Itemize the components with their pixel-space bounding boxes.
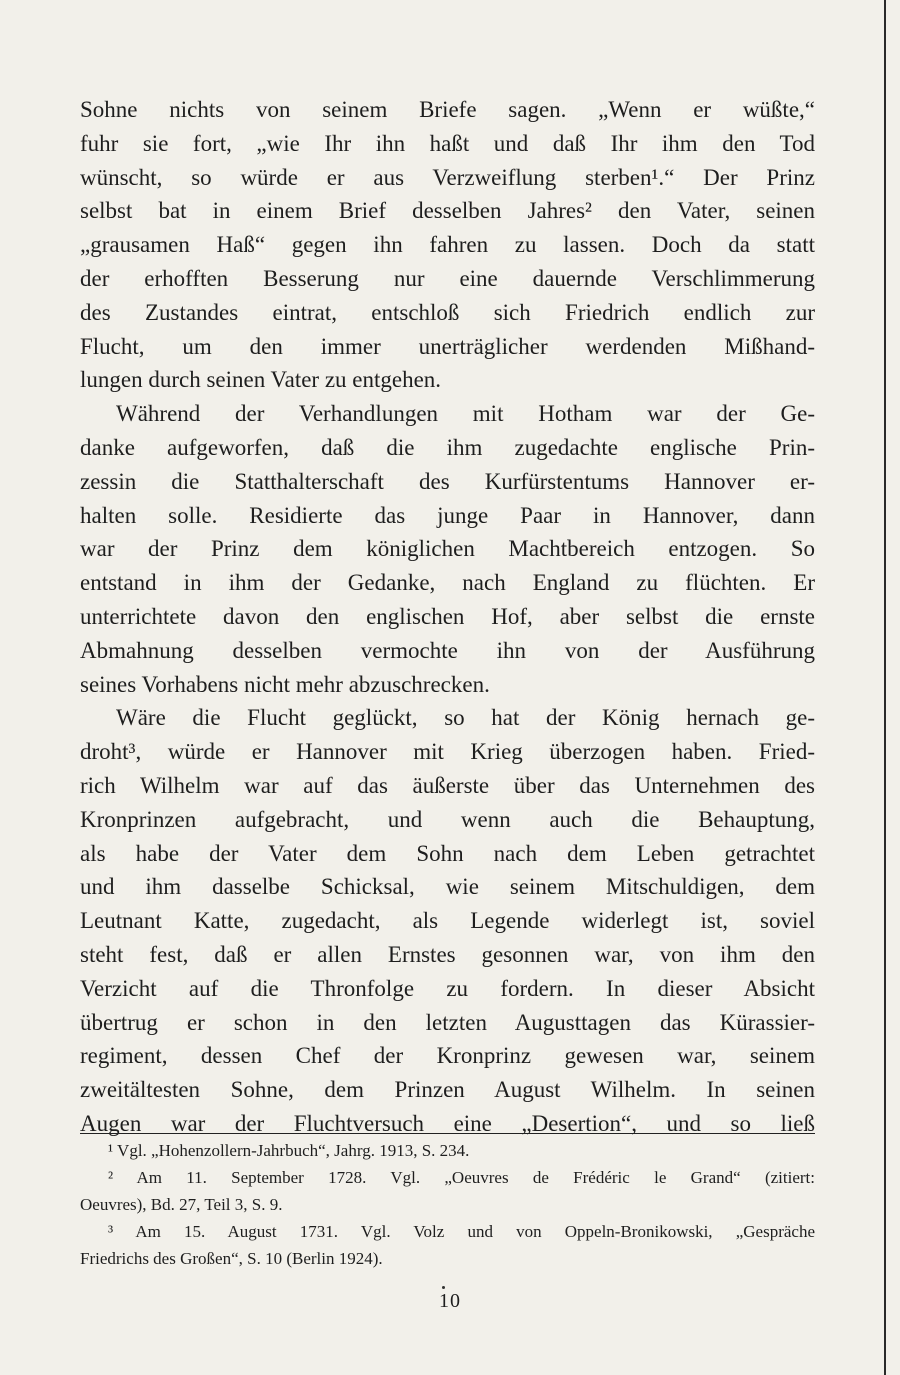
- body-line: unterrichtete davon den englischen Hof, aber selbst die ernste: [80, 603, 815, 629]
- body-line: Flucht, um den immer unerträglicher werdenden Mißhand-: [80, 333, 815, 359]
- footnote-line: ³ Am 15. August 1731. Vgl. Volz und von Oppeln-Bronikowski, „Gespräche: [108, 1222, 815, 1241]
- body-line: wünscht, so würde er aus Verzweiflung sterben¹.“ Der Prinz: [80, 164, 815, 190]
- body-line: entstand in ihm der Gedanke, nach England zu flüchten. Er: [80, 570, 815, 596]
- body-line: „grausamen Haß“ gegen ihn fahren zu lassen. Doch da statt: [80, 232, 815, 258]
- body-line: regiment, dessen Chef der Kronprinz gewesen war, seinem: [80, 1043, 815, 1069]
- body-line: droht³, würde er Hannover mit Krieg überzogen haben. Fried-: [80, 739, 815, 765]
- body-line: lungen durch seinen Vater zu entgehen.: [80, 367, 442, 393]
- footnote-line: ¹ Vgl. „Hohenzollern-Jahrbuch“, Jahrg. 1913, S. 234.: [108, 1141, 470, 1160]
- body-line: Leutnant Katte, zugedacht, als Legende widerlegt ist, soviel: [80, 908, 815, 934]
- body-line: danke aufgeworfen, daß die ihm zugedachte englische Prin-: [80, 434, 815, 460]
- ink-dot: [442, 1286, 445, 1289]
- body-line: Kronprinzen aufgebracht, und wenn auch die Behauptung,: [80, 806, 815, 832]
- body-line: der erhofften Besserung nur eine dauernde Verschlimmerung: [80, 265, 815, 291]
- body-line: Abmahnung desselben vermochte ihn von der Ausführung: [80, 637, 815, 663]
- body-line: steht fest, daß er allen Ernstes gesonnen war, von ihm den: [80, 941, 815, 967]
- body-text: [80, 93, 815, 1141]
- body-line: Verzicht auf die Thronfolge zu fordern. In dieser Absicht: [80, 975, 815, 1001]
- page-edge: [884, 0, 886, 1375]
- body-line: halten solle. Residierte das junge Paar in Hannover, dann: [80, 502, 815, 528]
- body-line: und ihm dasselbe Schicksal, wie seinem Mitschuldigen, dem: [80, 874, 815, 900]
- body-line: fuhr sie fort, „wie Ihr ihn haßt und daß Ihr ihm den Tod: [80, 130, 815, 156]
- body-line: rich Wilhelm war auf das äußerste über das Unternehmen des: [80, 772, 815, 798]
- footnotes: [80, 1137, 815, 1272]
- body-line: Während der Verhandlungen mit Hotham war der Ge-: [116, 401, 815, 427]
- page-number: 10: [439, 1290, 461, 1312]
- body-line: war der Prinz dem königlichen Machtbereich entzogen. So: [80, 536, 815, 562]
- body-line: des Zustandes eintrat, entschloß sich Friedrich endlich zur: [80, 299, 815, 325]
- body-line: seines Vorhabens nicht mehr abzuschrecken.: [80, 671, 490, 697]
- body-line: Wäre die Flucht geglückt, so hat der König hernach ge-: [116, 705, 815, 731]
- body-line: übertrug er schon in den letzten Augusttagen das Kürassier-: [80, 1009, 815, 1035]
- body-line: als habe der Vater dem Sohn nach dem Leben getrachtet: [80, 840, 815, 866]
- footnote-line: ² Am 11. September 1728. Vgl. „Oeuvres de Frédéric le Grand“ (zitiert:: [108, 1168, 815, 1187]
- footnote-line: Friedrichs des Großen“, S. 10 (Berlin 1924).: [80, 1249, 383, 1268]
- body-line: zweitältesten Sohne, dem Prinzen August Wilhelm. In seinen: [80, 1077, 815, 1103]
- footnote-line: Oeuvres), Bd. 27, Teil 3, S. 9.: [80, 1195, 283, 1214]
- body-line: selbst bat in einem Brief desselben Jahres² den Vater, seinen: [80, 198, 815, 224]
- body-line: zessin die Statthalterschaft des Kurfürstentums Hannover er-: [80, 468, 815, 494]
- footnote-rule: [80, 1133, 815, 1134]
- body-line: Sohne nichts von seinem Briefe sagen. „Wenn er wüßte,“: [80, 97, 815, 122]
- body-line: Augen war der Fluchtversuch eine „Desertion“, und so ließ: [80, 1110, 815, 1136]
